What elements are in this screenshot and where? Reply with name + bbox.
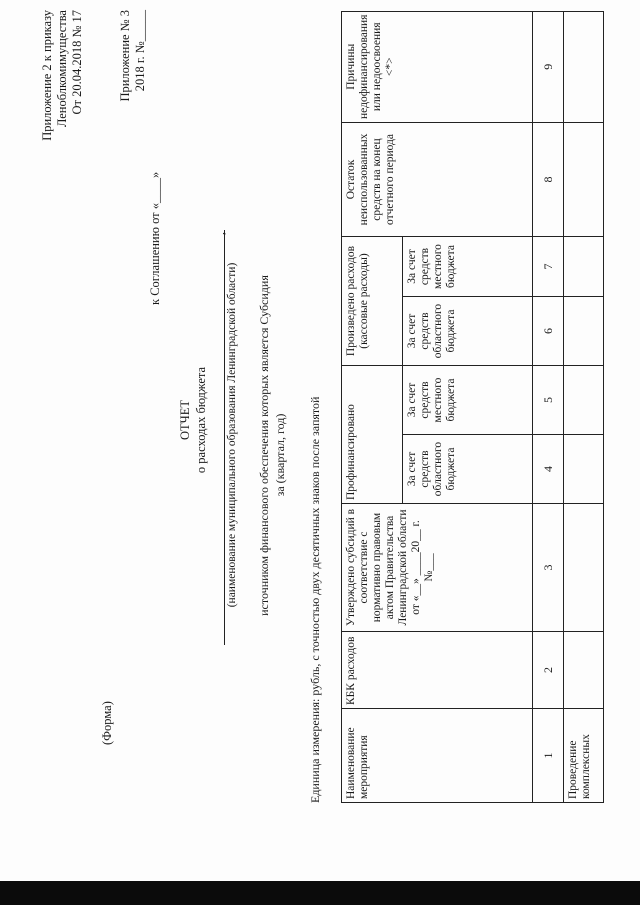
order-line: От 20.04.2018 № 17 — [70, 10, 84, 115]
period-caption: за (квартал, год) — [273, 413, 287, 497]
report-subtitle: о расходах бюджета — [194, 366, 208, 474]
table-cell — [564, 297, 604, 366]
column-number: 8 — [533, 123, 564, 237]
municipality-caption: (наименование муниципального образования Ленинградской области) — [226, 262, 238, 608]
units-note: Единица измерения: рубль, с точностью двух десятичных знаков после запятой — [308, 396, 322, 803]
header-kbk: КБК расходов — [342, 632, 533, 709]
agreement-reference: к Соглашению от «____» — [148, 171, 162, 305]
subheader-spent-local: За счет средств местного бюджета — [403, 237, 533, 297]
table-cell — [564, 435, 604, 504]
rotated-form-content — [2, 3, 630, 865]
fill-line-comma: , — [213, 232, 227, 235]
column-number: 6 — [533, 297, 564, 366]
subheader-prefinanced-local: За счет средств местного бюджета — [403, 366, 533, 435]
table-cell — [564, 632, 604, 709]
header-event-name: Наименование мероприятия — [342, 709, 533, 803]
appendix-block — [118, 10, 148, 225]
table-cell — [564, 11, 604, 122]
table-cell — [564, 366, 604, 435]
header-balance: Остаток неиспользованных средств на конец отчетного периода — [342, 123, 533, 237]
appendix-line: 2018 г. №_____ — [133, 10, 147, 92]
table-cell — [564, 504, 604, 632]
expenses-report-table — [341, 11, 604, 803]
column-number: 4 — [533, 435, 564, 504]
table-cell — [564, 237, 604, 297]
order-line: Леноблкомимущества — [55, 10, 69, 128]
subheader-spent-regional: За счет средств областного бюджета — [403, 297, 533, 366]
column-number: 5 — [533, 366, 564, 435]
table-cell — [564, 123, 604, 237]
header-prefinanced: Профинансировано — [342, 366, 403, 504]
form-label: (Форма) — [100, 701, 114, 745]
scan-bottom-border — [0, 881, 640, 905]
column-number: 2 — [533, 632, 564, 709]
order-line: Приложение 2 к приказу — [40, 10, 54, 141]
appendix-line: Приложение № 3 — [118, 10, 132, 102]
subheader-prefinanced-regional: За счет средств областного бюджета — [403, 435, 533, 504]
column-number: 1 — [533, 709, 564, 803]
funding-source-caption: источником финансового обеспечения которых является Субсидия — [257, 275, 271, 616]
column-number: 9 — [533, 11, 564, 122]
column-number: 3 — [533, 504, 564, 632]
header-spent: Произведено расходов (кассовые расходы) — [342, 237, 403, 366]
column-number: 7 — [533, 237, 564, 297]
table-cell-event: Проведение комплексных — [564, 709, 604, 803]
header-approved-subsidy: Утверждено субсидий в соответствие с нормативно правовым актом Правительства Ленинградской области от «__» ____20__ г. №___ — [342, 504, 533, 632]
header-reasons: Причины недофинансирования или недоосвоения <*> — [342, 11, 533, 122]
report-title: ОТЧЕТ — [178, 399, 192, 441]
order-reference-block — [40, 10, 85, 350]
